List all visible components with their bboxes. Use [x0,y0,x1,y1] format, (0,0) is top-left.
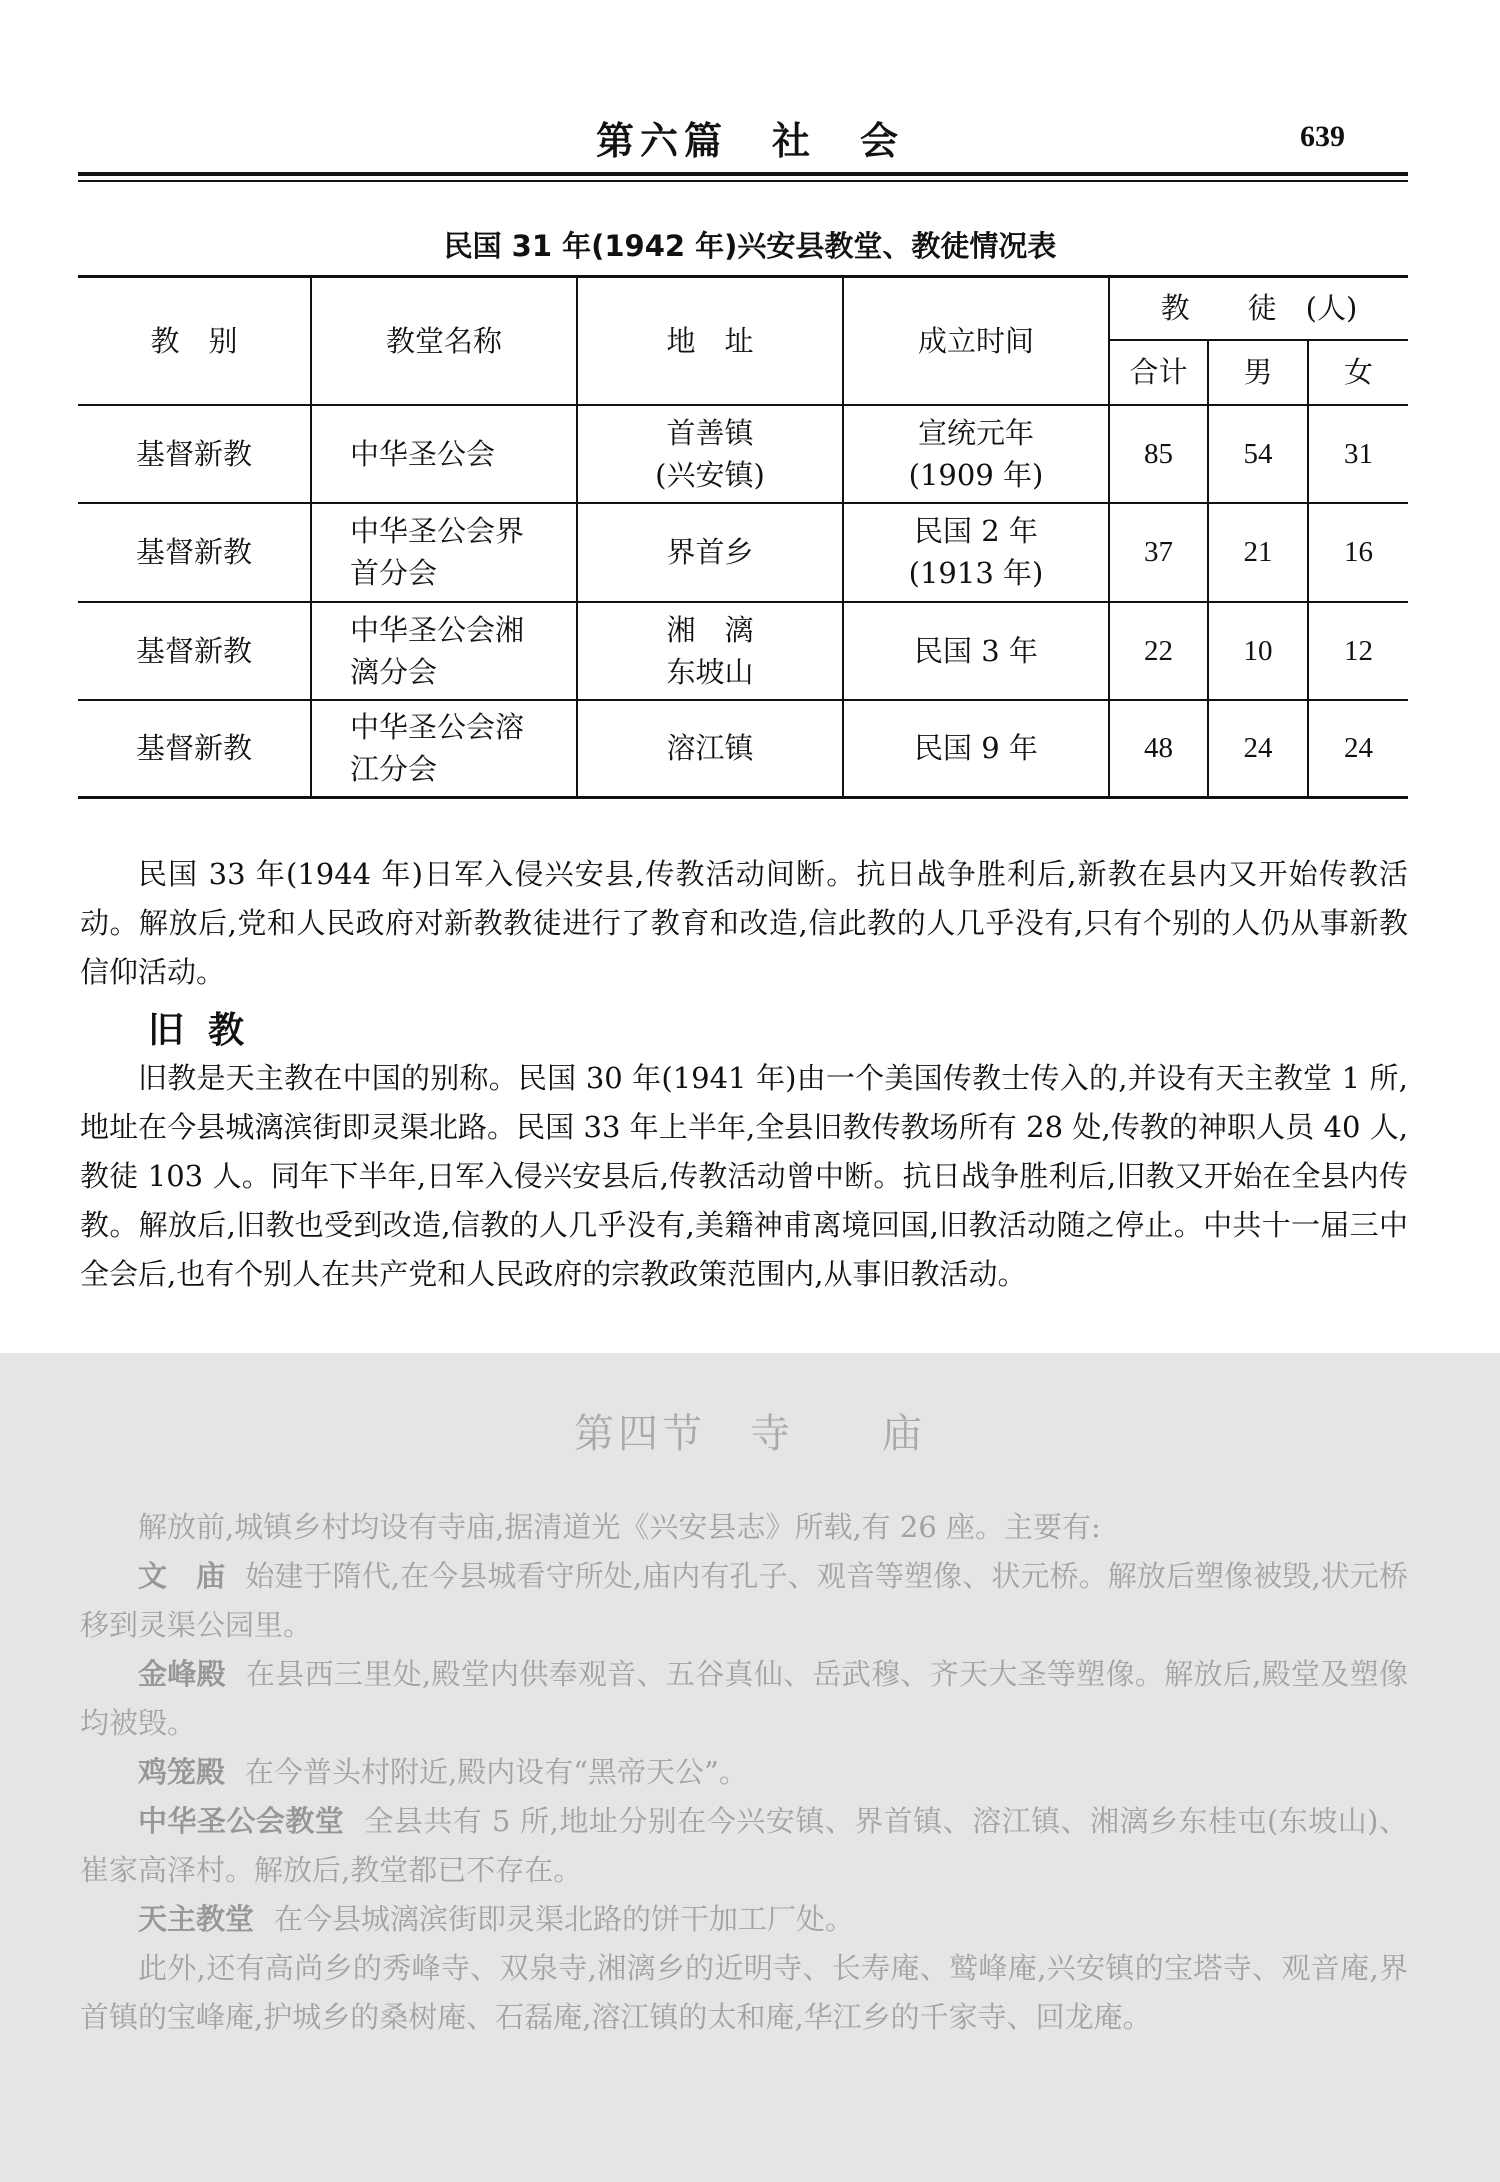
temple-name: 鸡笼殿 [138,1755,226,1789]
cell-type: 基督新教 [78,405,311,503]
subheading-catholicism: 旧教 [148,1010,269,1051]
cell-founded: 民国 2 年 (1913 年) [843,503,1109,602]
cell-type: 基督新教 [78,602,311,700]
header-address: 地 址 [577,277,843,405]
temple-description: 在今普头村附近,殿内设有“黑帝天公”。 [245,1755,748,1789]
cell-total: 22 [1109,602,1208,700]
paragraph-catholic-history: 旧教是天主教在中国的别称。民国 30 年(1941 年)由一个美国传教士传入的,并设有天主教堂 1 所,地址在今县城漓滨街即灵渠北路。民国 33 年上半年,全县旧教传教场所有 28 处,传教的神职人员 40 人,教徒 103 人。同年下半年,日军入侵兴安县后,传教活动曾中断。抗日战争胜利后,旧教又开始在全县内传教。解放后,旧教也受到改造,信教的人几乎没有,美籍神甫离境回国,旧教活动随之停止。中共十一届三中全会后,也有个别人在共产党和人民政府的宗教政策范围内,从事旧教活动。 [80,1061,1408,1291]
table-row [78,405,1408,503]
temples-other-list: 此外,还有高尚乡的秀峰寺、双泉寺,湘漓乡的近明寺、长寿庵、鹫峰庵,兴安镇的宝塔寺、观音庵,界首镇的宝峰庵,护城乡的桑树庵、石磊庵,溶江镇的太和庵,华江乡的千家寺、回龙庵。 [80,1951,1408,2034]
header-rule-thin [78,180,1408,182]
cell-female: 31 [1308,405,1408,503]
table-row [78,602,1408,700]
cell-address: 首善镇 (兴安镇) [577,405,843,503]
cell-female: 12 [1308,602,1408,700]
cell-church-name: 中华圣公会 [311,405,577,503]
temple-name: 天主教堂 [138,1902,255,1936]
cell-type: 基督新教 [78,503,311,602]
cell-founded: 民国 9 年 [843,700,1109,798]
page-number: 639 [1300,120,1345,153]
temple-item [80,1552,1408,1650]
cell-total: 48 [1109,700,1208,798]
temple-name: 文 庙 [138,1559,226,1593]
cell-church-name: 中华圣公会溶 江分会 [311,700,577,798]
temples-intro: 解放前,城镇乡村均设有寺庙,据清道光《兴安县志》所载,有 26 座。主要有: [138,1510,1101,1544]
section-heading-temples: 第四节 寺 庙 [574,1411,926,1457]
temple-item [80,1895,1408,1944]
header-female: 女 [1308,340,1408,405]
cell-male: 24 [1208,700,1308,798]
temple-item [80,1650,1408,1748]
temple-description: 全县共有 5 所,地址分别在今兴安镇、界首镇、溶江镇、湘漓乡东桂屯(东坡山)、崔家高泽村。解放后,教堂都已不存在。 [80,1804,1408,1887]
cell-female: 16 [1308,503,1408,602]
header-rule-thick [78,172,1408,176]
cell-male: 10 [1208,602,1308,700]
cell-total: 85 [1109,405,1208,503]
cell-founded: 民国 3 年 [843,602,1109,700]
header-male: 男 [1208,340,1308,405]
temple-description: 始建于隋代,在今县城看守所处,庙内有孔子、观音等塑像、状元桥。解放后塑像被毁,状元桥移到灵渠公园里。 [80,1559,1408,1642]
header-total: 合计 [1109,340,1208,405]
cell-church-name: 中华圣公会界 首分会 [311,503,577,602]
temple-description: 在今县城漓滨街即灵渠北路的饼干加工厂处。 [274,1902,855,1936]
cell-type: 基督新教 [78,700,311,798]
church-table [78,275,1408,799]
cell-male: 21 [1208,503,1308,602]
cell-total: 37 [1109,503,1208,602]
cell-church-name: 中华圣公会湘 漓分会 [311,602,577,700]
temple-name: 金峰殿 [138,1657,226,1691]
chapter-title: 第六篇 社 会 [595,118,904,163]
header-founded: 成立时间 [843,277,1109,405]
cell-female: 24 [1308,700,1408,798]
table-caption: 民国 31 年(1942 年)兴安县教堂、教徒情况表 [443,229,1057,263]
table-row [78,700,1408,798]
header-church-name: 教堂名称 [311,277,577,405]
temple-item [80,1748,1408,1797]
header-followers: 教 徒 (人) [1109,277,1408,340]
cell-founded: 宣统元年 (1909 年) [843,405,1109,503]
temple-description: 在县西三里处,殿堂内供奉观音、五谷真仙、岳武穆、齐天大圣等塑像。解放后,殿堂及塑像均被毁。 [80,1657,1408,1740]
cell-address: 湘 漓 东坡山 [577,602,843,700]
temple-name: 中华圣公会教堂 [138,1804,345,1838]
temple-item [80,1797,1408,1895]
cell-male: 54 [1208,405,1308,503]
header-type: 教 别 [78,277,311,405]
table-row [78,503,1408,602]
paragraph-protestant-history: 民国 33 年(1944 年)日军入侵兴安县,传教活动间断。抗日战争胜利后,新教在县内又开始传教活动。解放后,党和人民政府对新教教徒进行了教育和改造,信此教的人几乎没有,只有个别的人仍从事新教信仰活动。 [80,857,1408,989]
cell-address: 溶江镇 [577,700,843,798]
cell-address: 界首乡 [577,503,843,602]
